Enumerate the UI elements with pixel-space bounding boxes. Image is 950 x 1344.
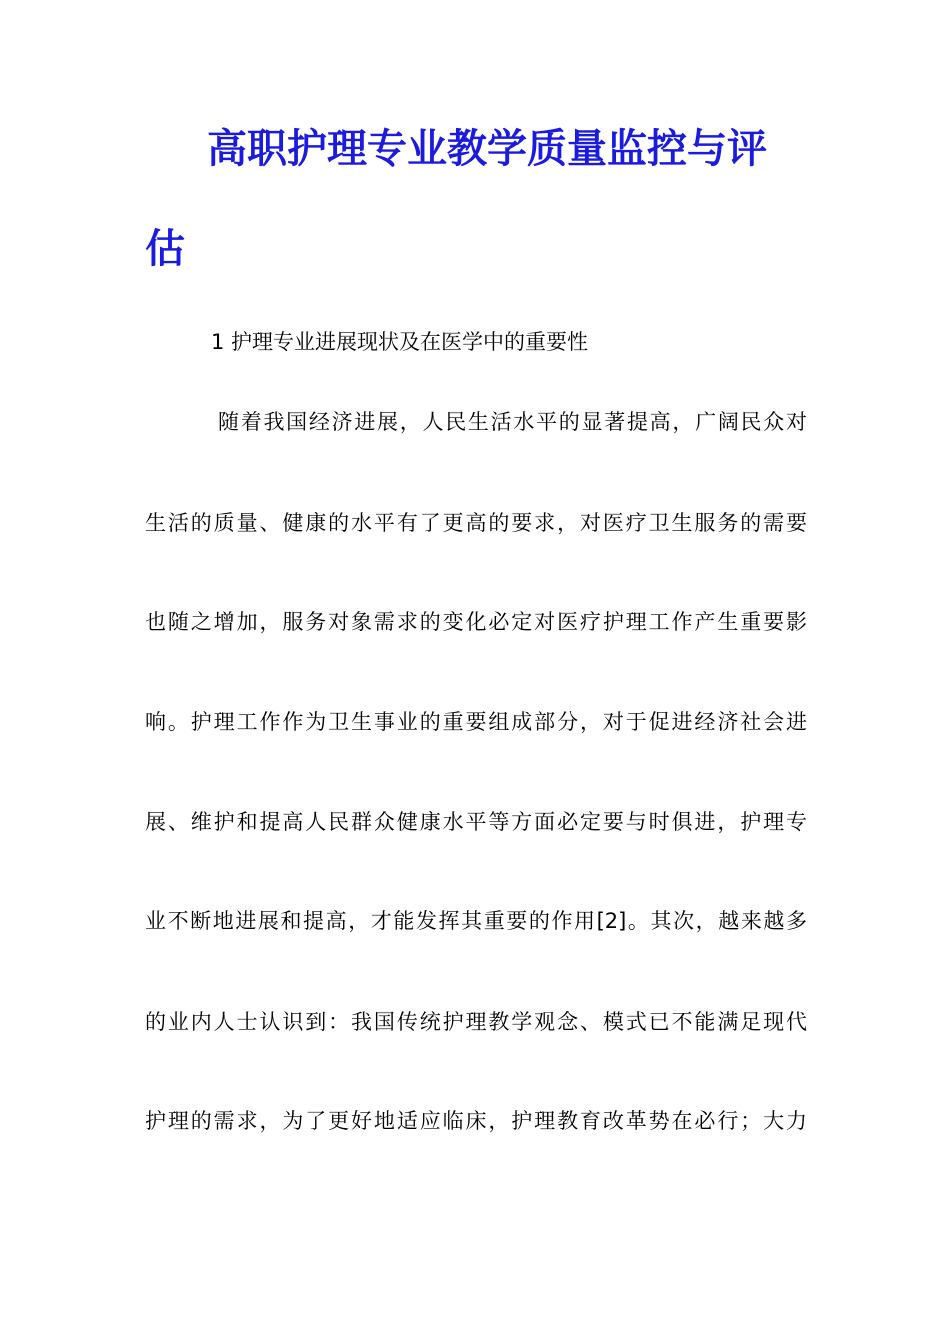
paragraph-line-1: 随着我国经济进展，人民生活水平的显著提高，广阔民众对 (218, 410, 807, 434)
paragraph-line-6: 业不断地进展和提高，才能发挥其重要的作用[2]。其次，越来越多 (145, 909, 807, 933)
paragraph-line-8: 护理的需求，为了更好地适应临床，护理教育改革势在必行；大力 (145, 1109, 807, 1133)
section-heading: 1 护理专业进展现状及在医学中的重要性 (211, 330, 589, 354)
paragraph-line-4: 响。护理工作作为卫生事业的重要组成部分，对于促进经济社会进 (145, 710, 807, 734)
document-title-line-2: 估 (145, 226, 185, 272)
paragraph-line-2: 生活的质量、健康的水平有了更高的要求，对医疗卫生服务的需要 (145, 511, 807, 535)
document-title-line-1: 高职护理专业教学质量监控与评 (207, 126, 767, 172)
paragraph-line-3: 也随之增加，服务对象需求的变化必定对医疗护理工作产生重要影 (145, 610, 807, 634)
paragraph-line-7: 的业内人士认识到：我国传统护理教学观念、模式已不能满足现代 (145, 1010, 807, 1034)
paragraph-line-5: 展、维护和提高人民群众健康水平等方面必定要与时俱进，护理专 (145, 810, 807, 834)
